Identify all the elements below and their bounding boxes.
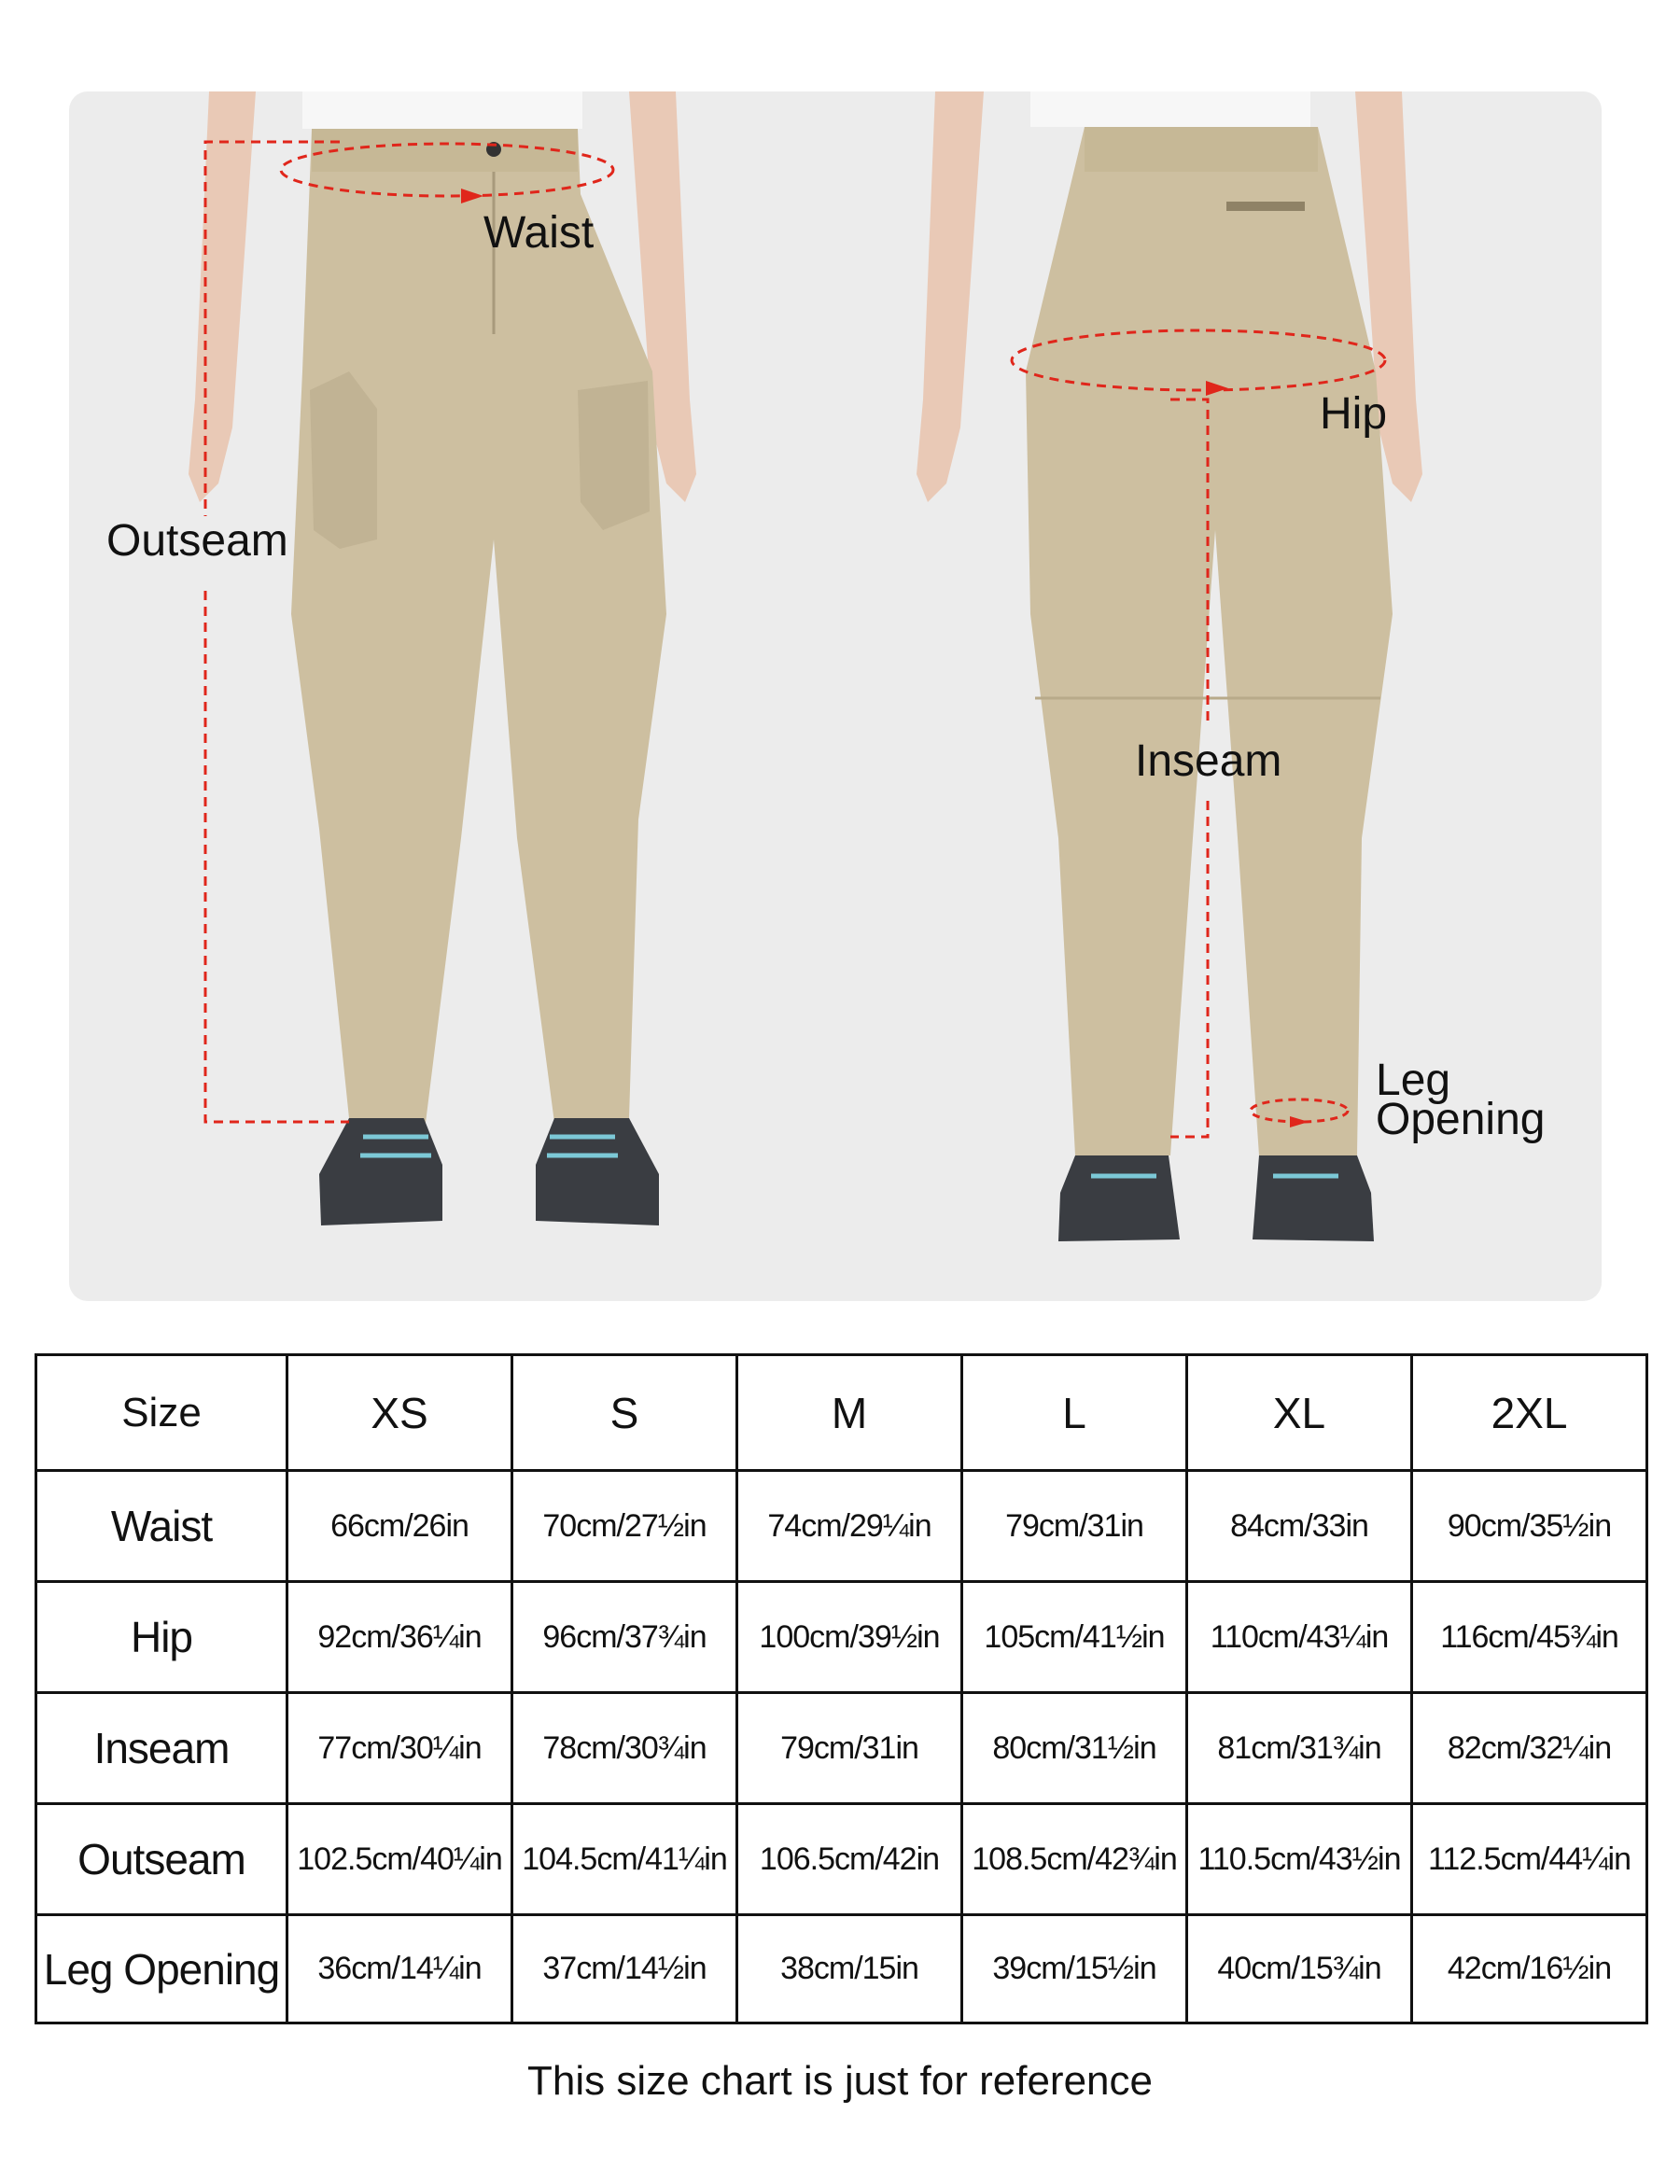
table-cell: 84cm/33in — [1187, 1471, 1412, 1582]
hip-label: Hip — [1320, 389, 1388, 439]
row-label-waist: Waist — [36, 1471, 287, 1582]
back-waistband — [1085, 127, 1318, 172]
table-cell: 110cm/43¼in — [1187, 1582, 1412, 1693]
front-shoe-left — [319, 1118, 442, 1225]
table-cell: 70cm/27½in — [512, 1471, 737, 1582]
table-cell: 38cm/15in — [737, 1915, 962, 2023]
table-row-hip — [36, 1582, 1647, 1693]
table-cell: 100cm/39½in — [737, 1582, 962, 1693]
table-cell: 39cm/15½in — [962, 1915, 1187, 2023]
table-cell: 79cm/31in — [962, 1471, 1187, 1582]
back-zip-pocket — [1226, 202, 1305, 211]
table-row-leg-opening — [36, 1915, 1647, 2023]
table-cell: 36cm/14¼in — [287, 1915, 512, 2023]
table-cell: 40cm/15¾in — [1187, 1915, 1412, 2023]
leg-opening-label-line2: Opening — [1376, 1095, 1546, 1144]
back-shoe-left — [1058, 1155, 1180, 1241]
back-shoe-right — [1253, 1155, 1374, 1241]
inseam-label: Inseam — [1135, 736, 1282, 786]
size-header-row — [36, 1355, 1647, 1471]
table-cell: 96cm/37¾in — [512, 1582, 737, 1693]
size-header-corner: Size — [36, 1355, 287, 1471]
row-label-hip: Hip — [36, 1582, 287, 1693]
size-chart-table — [35, 1353, 1648, 2024]
size-header-xs: XS — [287, 1355, 512, 1471]
row-label-inseam: Inseam — [36, 1693, 287, 1804]
leg-opening-label-line1: Leg — [1376, 1056, 1451, 1105]
table-row-outseam — [36, 1804, 1647, 1915]
front-pocket-right — [578, 381, 650, 530]
table-cell: 106.5cm/42in — [737, 1804, 962, 1915]
table-cell: 112.5cm/44¼in — [1412, 1804, 1647, 1915]
table-cell: 81cm/31¾in — [1187, 1693, 1412, 1804]
table-cell: 79cm/31in — [737, 1693, 962, 1804]
front-shirt — [302, 91, 582, 129]
row-label-leg-opening: Leg Opening — [36, 1915, 287, 2023]
size-header-l: L — [962, 1355, 1187, 1471]
table-cell: 110.5cm/43½in — [1187, 1804, 1412, 1915]
back-shirt — [1030, 91, 1310, 127]
table-cell: 37cm/14½in — [512, 1915, 737, 2023]
table-cell: 42cm/16½in — [1412, 1915, 1647, 2023]
size-header-xl: XL — [1187, 1355, 1412, 1471]
product-photo-panel — [69, 91, 1602, 1301]
reference-footnote: This size chart is just for reference — [526, 2058, 1153, 2104]
pants-illustration — [69, 91, 1602, 1301]
outseam-label: Outseam — [106, 516, 288, 566]
table-cell: 116cm/45¾in — [1412, 1582, 1647, 1693]
table-cell: 104.5cm/41¼in — [512, 1804, 737, 1915]
size-header-2xl: 2XL — [1412, 1355, 1647, 1471]
table-cell: 102.5cm/40¼in — [287, 1804, 512, 1915]
table-cell: 80cm/31½in — [962, 1693, 1187, 1804]
table-cell: 66cm/26in — [287, 1471, 512, 1582]
table-cell: 74cm/29¼in — [737, 1471, 962, 1582]
waist-label: Waist — [483, 208, 595, 258]
table-cell: 77cm/30¼in — [287, 1693, 512, 1804]
front-waistband — [312, 129, 578, 172]
table-cell: 78cm/30¾in — [512, 1693, 737, 1804]
table-row-inseam — [36, 1693, 1647, 1804]
front-view-figure — [189, 91, 696, 1225]
front-shoe-right — [536, 1118, 659, 1225]
row-label-outseam: Outseam — [36, 1804, 287, 1915]
table-cell: 82cm/32¼in — [1412, 1693, 1647, 1804]
table-cell: 108.5cm/42¾in — [962, 1804, 1187, 1915]
table-row-waist — [36, 1471, 1647, 1582]
back-view-figure — [917, 91, 1422, 1241]
size-header-s: S — [512, 1355, 737, 1471]
front-pants — [291, 129, 666, 1123]
front-pocket-left — [310, 371, 377, 549]
table-cell: 92cm/36¼in — [287, 1582, 512, 1693]
size-header-m: M — [737, 1355, 962, 1471]
back-left-arm — [917, 91, 984, 502]
table-cell: 105cm/41½in — [962, 1582, 1187, 1693]
table-cell: 90cm/35½in — [1412, 1471, 1647, 1582]
left-arm — [189, 91, 256, 502]
